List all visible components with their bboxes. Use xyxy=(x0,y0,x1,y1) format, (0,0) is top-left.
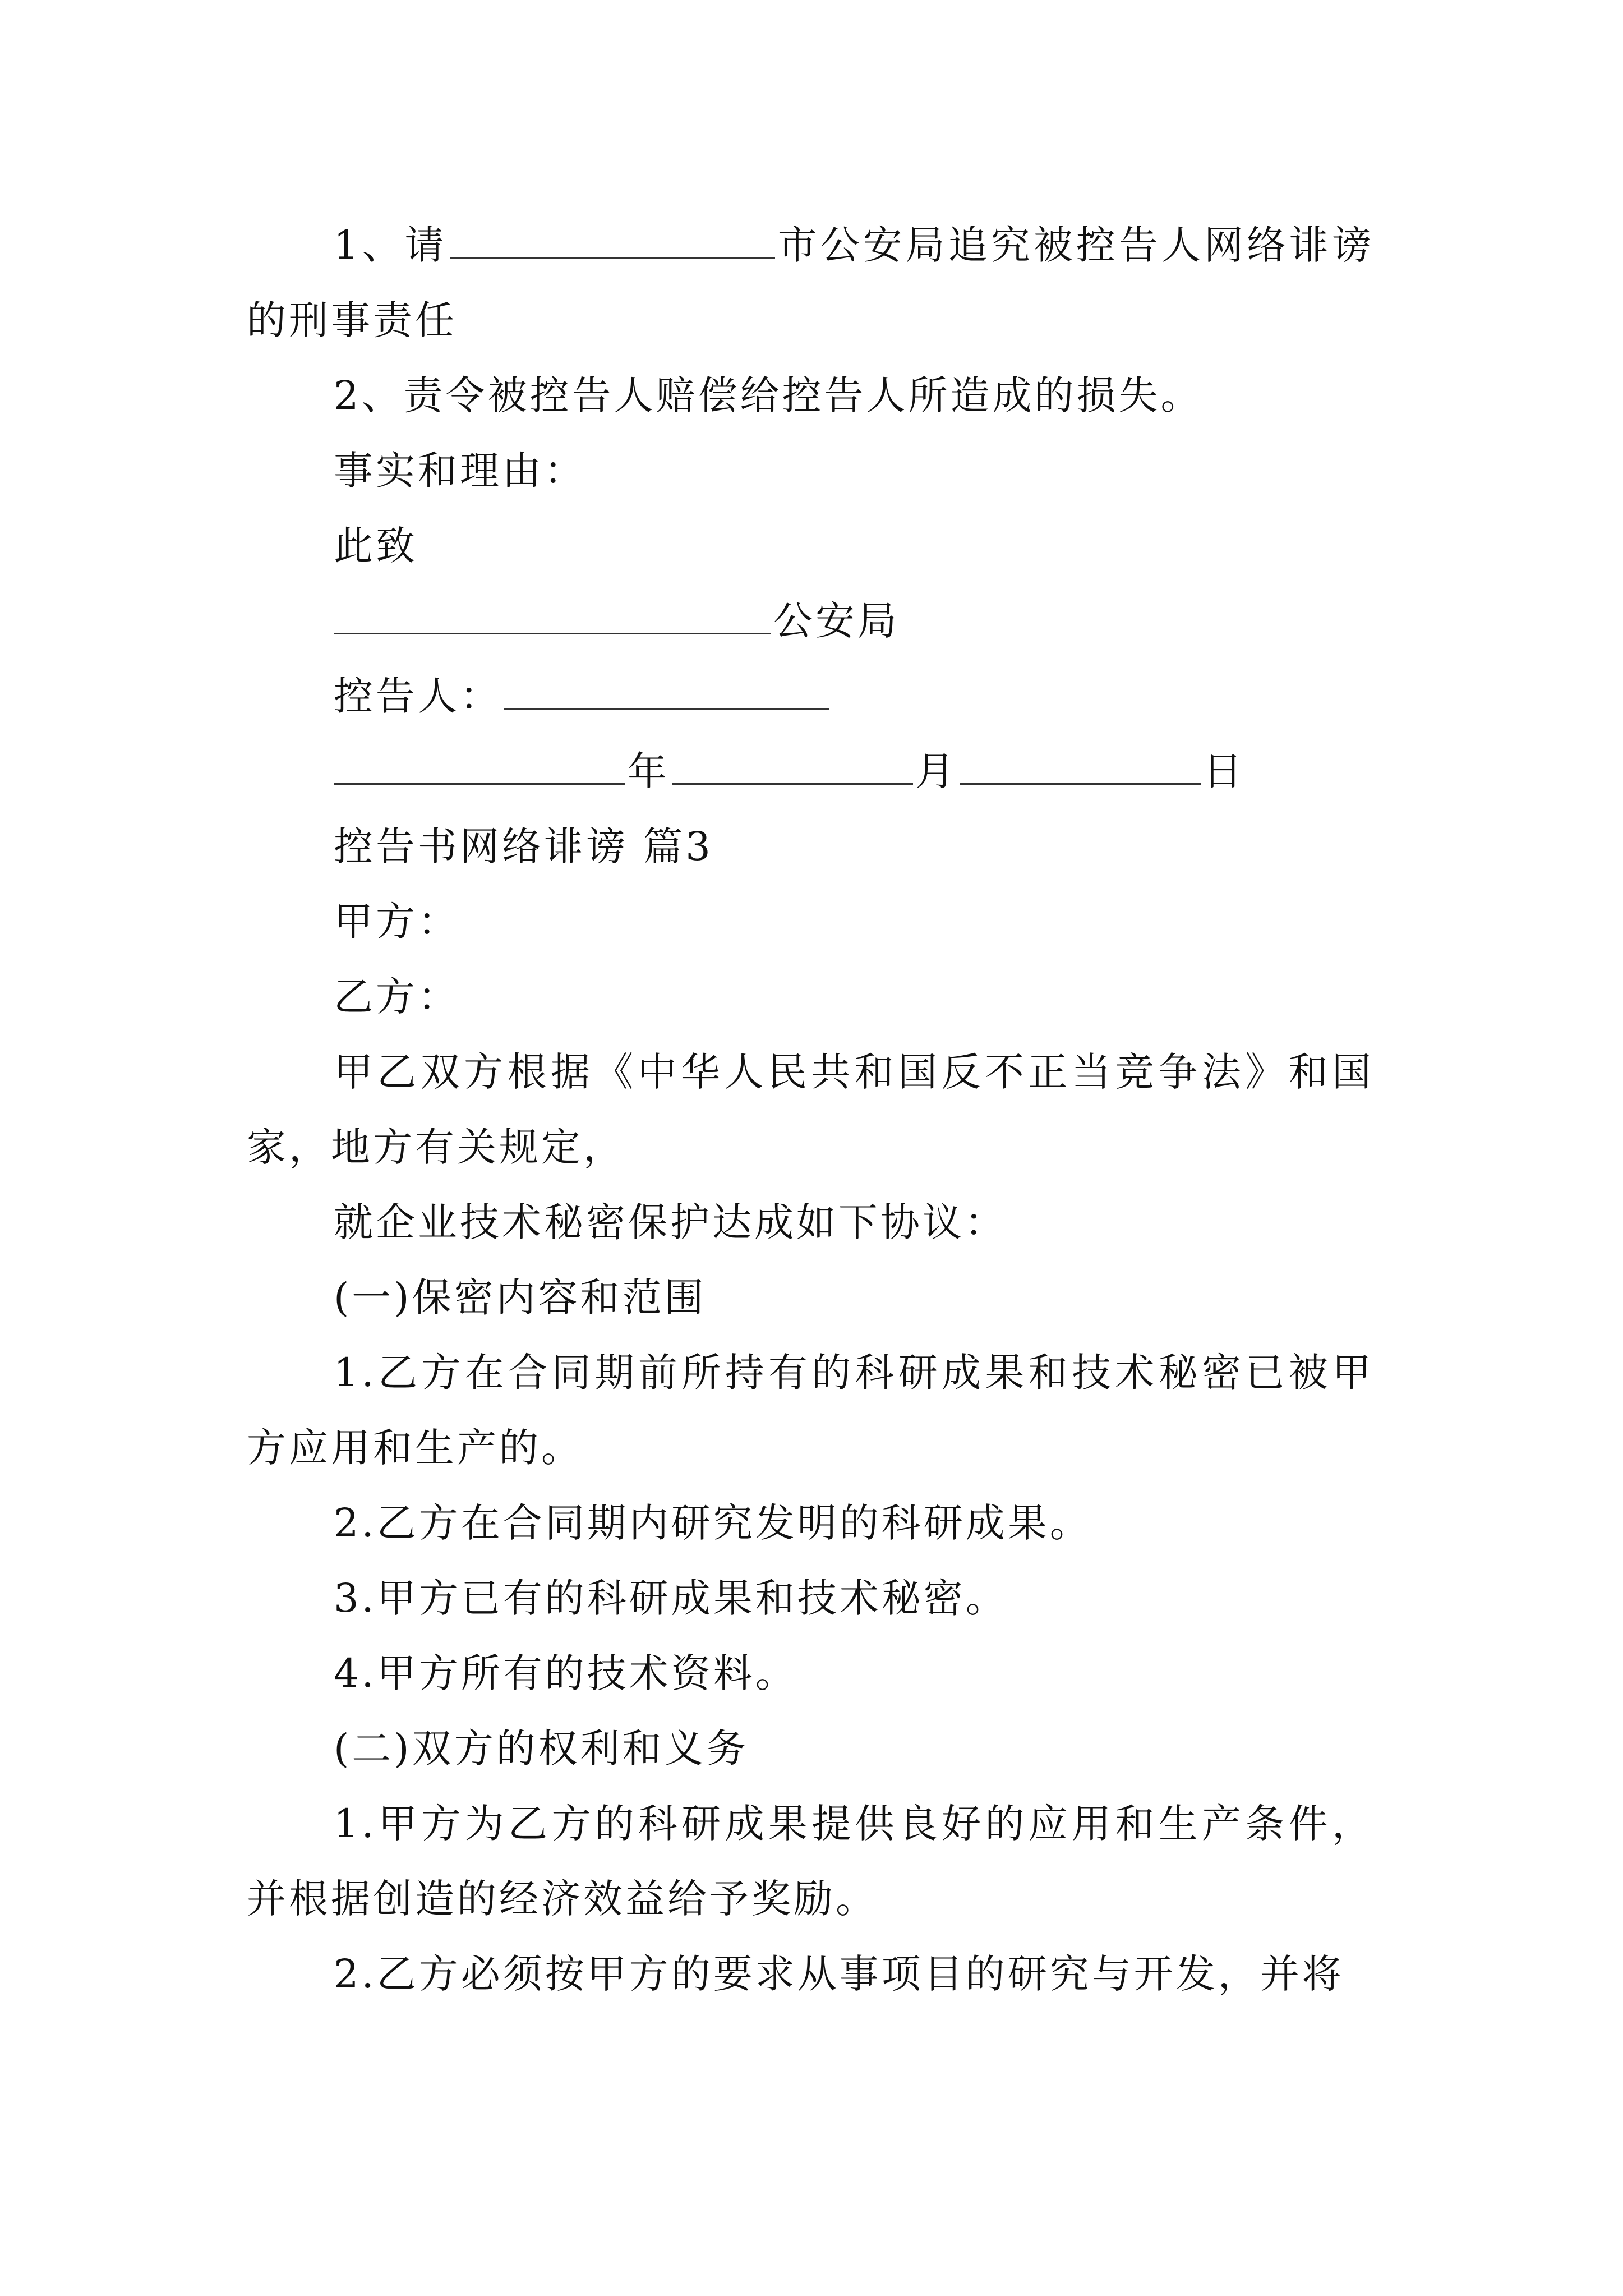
party-a: 甲方： xyxy=(334,899,460,945)
rights-item-1: 1.甲方为乙方的科研成果提供良好的应用和生产条件，并根据创造的经济效益给予奖励。 xyxy=(247,1801,1374,1922)
complainant-blank xyxy=(504,670,829,710)
paragraph-complainant xyxy=(247,659,1374,734)
request-1-text: 市公安局追究被控告人网络诽谤的刑事责任 xyxy=(247,222,1374,343)
scope-item-4: 4.甲方所有的技术资料。 xyxy=(334,1650,797,1696)
scope-item-3: 3.甲方已有的科研成果和技术秘密。 xyxy=(334,1575,1008,1621)
paragraph-police-bureau xyxy=(247,583,1374,659)
day-blank xyxy=(960,745,1201,785)
month-blank xyxy=(672,745,913,785)
paragraph-date xyxy=(247,734,1374,809)
city-blank xyxy=(450,219,775,259)
day-label: 日 xyxy=(1203,748,1245,794)
scope-item-2: 2.乙方在合同期内研究发明的科研成果。 xyxy=(334,1500,1092,1546)
paragraph-salutation: 此致 xyxy=(334,523,418,569)
police-bureau-label: 公安局 xyxy=(773,598,900,644)
paragraph-basis: 甲乙双方根据《中华人民共和国反不正当竞争法》和国家，地方有关规定， xyxy=(247,1049,1374,1170)
paragraph-facts-heading: 事实和理由： xyxy=(334,448,586,494)
paragraph-agreement-intro: 就企业技术秘密保护达成如下协议： xyxy=(334,1199,1007,1245)
police-bureau-blank xyxy=(334,595,771,634)
heading-scope: (一)保密内容和范围 xyxy=(334,1274,707,1320)
paragraph-request-1 xyxy=(247,208,1374,358)
document-body xyxy=(247,208,1374,2012)
scope-item-1: 1.乙方在合同期前所持有的科研成果和技术秘密已被甲方应用和生产的。 xyxy=(247,1350,1374,1471)
heading-rights: (二)双方的权利和义务 xyxy=(334,1726,749,1772)
year-blank xyxy=(334,745,625,785)
complainant-label: 控告人： xyxy=(334,673,502,719)
paragraph-request-2: 2、责令被控告人赔偿给控告人所造成的损失。 xyxy=(334,372,1203,418)
request-1-prefix: 1、请 xyxy=(334,222,448,268)
month-label: 月 xyxy=(915,748,957,794)
section-title: 控告书网络诽谤 篇3 xyxy=(334,823,713,869)
year-label: 年 xyxy=(628,748,670,794)
rights-item-2: 2.乙方必须按甲方的要求从事项目的研究与开发，并将 xyxy=(334,1951,1344,1997)
party-b: 乙方： xyxy=(334,974,460,1020)
